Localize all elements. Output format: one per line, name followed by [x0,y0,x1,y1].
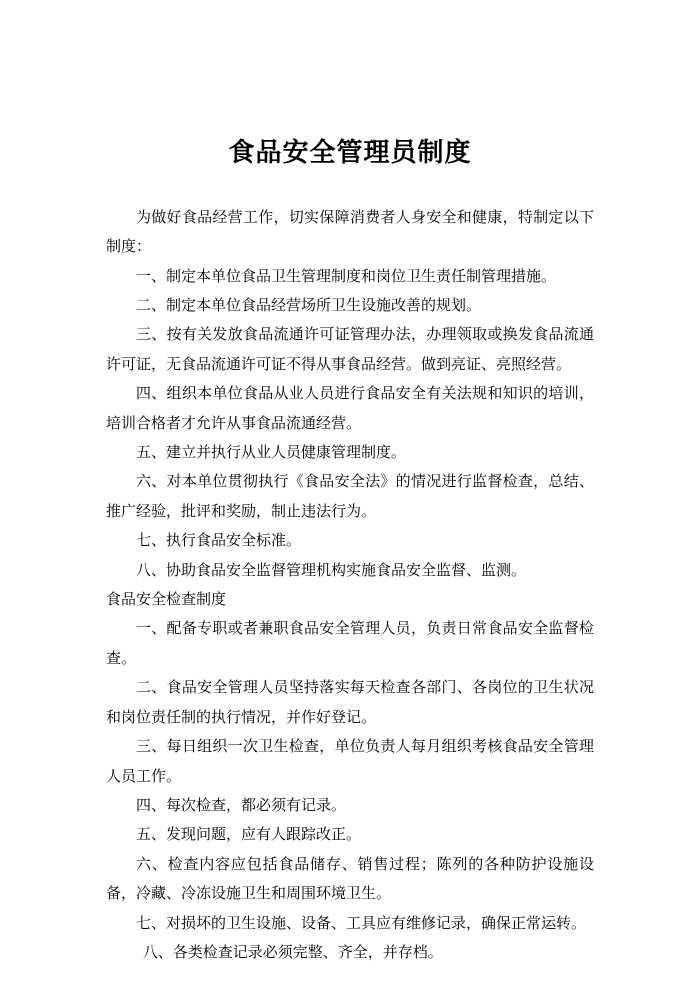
check-section-heading: 食品安全检查制度 [106,592,227,609]
check-item-2: 二、食品安全管理人员坚持落实每天检查各部门、各岗位的卫生状况和岗位责任制的执行情况，并作好登记。 [106,680,594,726]
check-item-5: 五、发现问题，应有人跟踪改正。 [136,827,362,844]
rule-item-7: 七、执行食品安全标准。 [136,533,302,550]
rule-item-5: 五、建立并执行从业人员健康管理制度。 [136,445,407,462]
check-item-8: 八、各类检查记录必须完整、齐全，并存档。 [142,944,443,961]
check-item-7: 七、对损坏的卫生设施、设备、工具应有维修记录，确保正常运转。 [136,915,587,932]
check-item-1: 一、配备专职或者兼职食品安全管理人员，负责日常食品安全监督检查。 [106,621,594,667]
check-item-3: 三、每日组织一次卫生检查，单位负责人每月组织考核食品安全管理人员工作。 [106,739,594,785]
document-title: 食品安全管理员制度 [228,138,472,167]
rule-item-8: 八、协助食品安全监督管理机构实施食品安全监督、监测。 [136,562,527,579]
rule-item-3: 三、按有关发放食品流通许可证管理办法，办理领取或换发食品流通许可证，无食品流通许可证不得从事食品经营。做到亮证、亮照经营。 [106,327,594,373]
check-item-4: 四、每次检查，都必须有记录。 [136,797,347,814]
document-body [0,204,700,969]
intro-paragraph: 为做好食品经营工作，切实保障消费者人身安全和健康，特制定以下制度： [106,209,594,256]
check-item-6: 六、检查内容应包括食品储存、销售过程；陈列的各种防护设施设备，冷藏、冷冻设施卫生和周围环境卫生。 [106,856,594,903]
rule-item-4: 四、组织本单位食品从业人员进行食品安全有关法规和知识的培训，培训合格者才允许从事食品流通经营。 [106,386,594,432]
rule-item-2: 二、制定本单位食品经营场所卫生设施改善的规划。 [136,298,482,315]
rule-item-6: 六、对本单位贯彻执行《食品安全法》的情况进行监督检查，总结、推广经验，批评和奖励，制止违法行为。 [106,474,594,520]
rule-item-1: 一、制定本单位食品卫生管理制度和岗位卫生责任制管理措施。 [136,268,557,285]
